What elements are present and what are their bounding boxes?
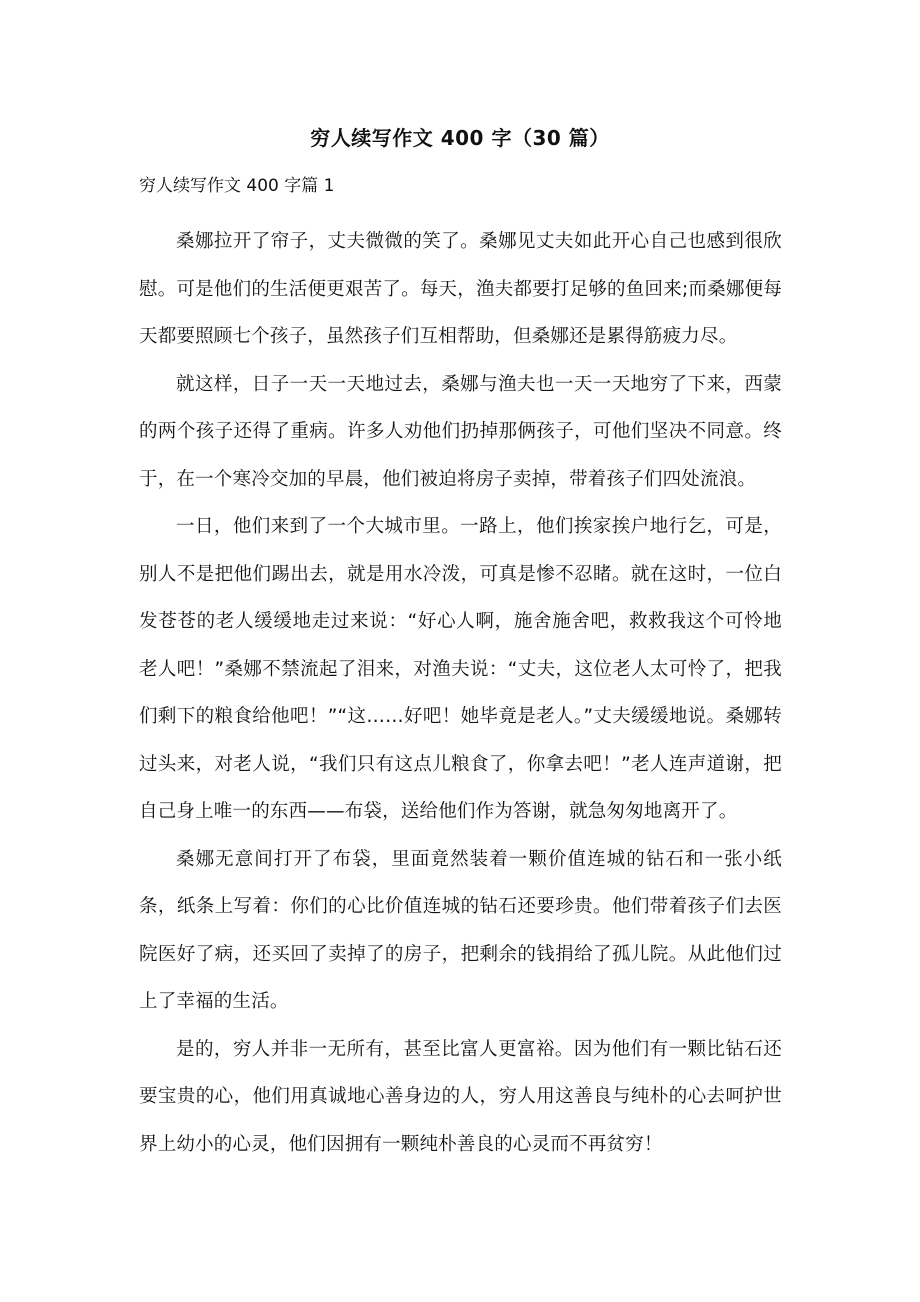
paragraph-5: 是的，穷人并非一无所有，甚至比富人更富裕。因为他们有一颗比钻石还要宝贵的心，他们用真诚地心善身边的人，穷人用这善良与纯朴的心去呵护世界上幼小的心灵，他们因拥有一颗纯朴善良的心灵而不再贫穷！ [139, 1038, 782, 1155]
paragraph-3: 一日，他们来到了一个大城市里。一路上，他们挨家挨户地行乞，可是，别人不是把他们踢出去，就是用水冷泼，可真是惨不忍睹。就在这时，一位白发苍苍的老人缓缓地走过来说：“好心人啊，施舍施舍吧，救救我这个可怜地老人吧！”桑娜不禁流起了泪来，对渔夫说：“丈夫，这位老人太可怜了，把我们剩下的粮食给他吧！”“这……好吧！她毕竟是老人。”丈夫缓缓地说。桑娜转过头来，对老人说，“我们只有这点儿粮食了，你拿去吧！”老人连声道谢，把自己身上唯一的东西——布袋，送给他们作为答谢，就急匆匆地离开了。 [139, 516, 782, 822]
paragraph-1: 桑娜拉开了帘子，丈夫微微的笑了。桑娜见丈夫如此开心自己也感到很欣慰。可是他们的生活便更艰苦了。每天，渔夫都要打足够的鱼回来;而桑娜便每天都要照顾七个孩子，虽然孩子们互相帮助，但桑娜还是累得筋疲力尽。 [139, 231, 782, 347]
paragraph-4: 桑娜无意间打开了布袋，里面竟然装着一颗价值连城的钻石和一张小纸条，纸条上写着：你们的心比价值连城的钻石还要珍贵。他们带着孩子们去医院医好了病，还买回了卖掉了的房子，把剩余的钱捐给了孤儿院。从此他们过上了幸福的生活。 [139, 848, 782, 1012]
article-body [139, 218, 782, 1168]
paragraph-2: 就这样，日子一天一天地过去，桑娜与渔夫也一天一天地穷了下来，西蒙的两个孩子还得了重病。许多人劝他们扔掉那俩孩子，可他们坚决不同意。终于，在一个寒冷交加的早晨，他们被迫将房子卖掉，带着孩子们四处流浪。 [139, 373, 782, 490]
document-title: 穷人续写作文 400 字（30 篇） [310, 126, 610, 150]
article-heading: 穷人续写作文 400 字篇 1 [139, 176, 335, 196]
